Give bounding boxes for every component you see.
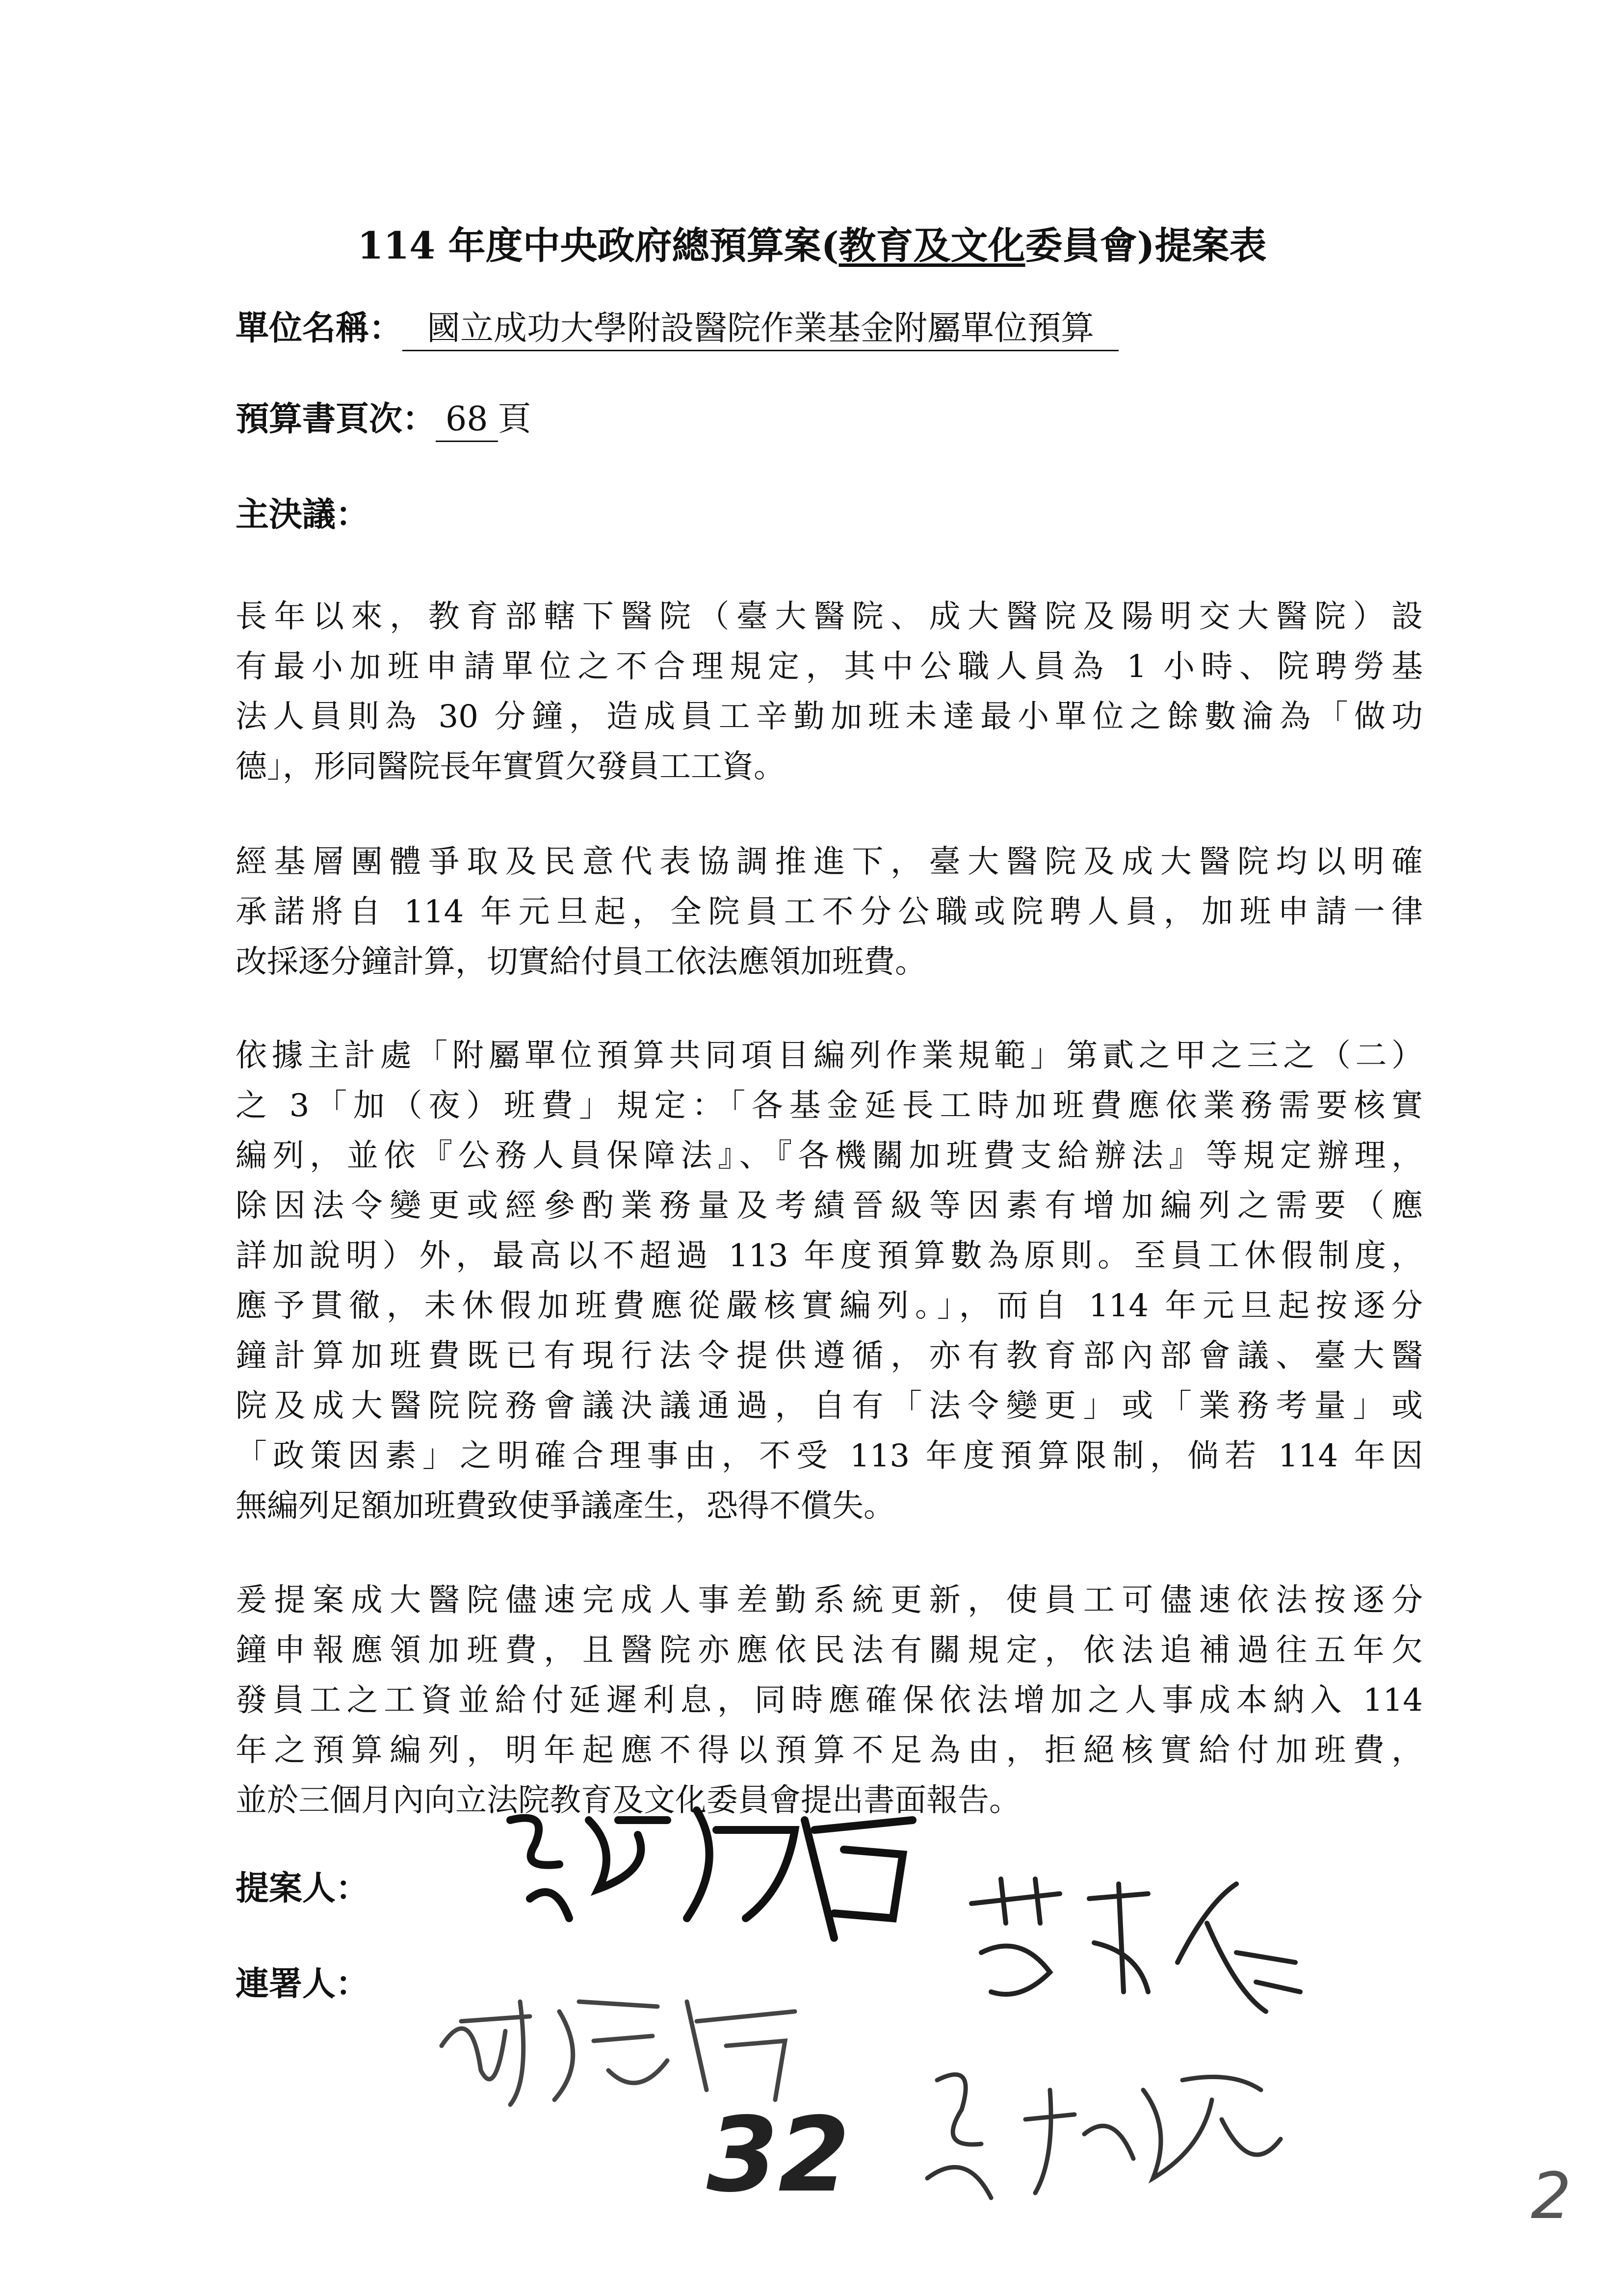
paragraph-line: 改採逐分鐘計算，切實給付員工依法應領加班費。 (236, 944, 926, 980)
cosigner-label: 連署人： (236, 1964, 369, 2004)
paragraph-line: 承諾將自 114 年元旦起，全院員工不分公職或院聘人員，加班申請一律 (236, 894, 1423, 930)
handwritten-page-number: 2 (1531, 2159, 1572, 2233)
page-ref-row (236, 392, 531, 440)
paragraph-line: 應予貫徹，未休假加班費應從嚴核實編列。」，而自 114 年元旦起按逐分 (236, 1288, 1423, 1324)
title-prefix: 114 年度中央政府總預算案( (357, 224, 839, 267)
cosigner-signature-3 (908, 2051, 1300, 2218)
proposer-label: 提案人： (236, 1869, 369, 1908)
document-title (0, 216, 1624, 269)
paragraph-line: 長年以來，教育部轄下醫院（臺大醫院、成大醫院及陽明交大醫院）設 (236, 599, 1423, 635)
paragraph-line: 鐘計算加班費既已有現行法令提供遵循，亦有教育部內部會議、臺大醫 (236, 1338, 1423, 1374)
paragraph-line: 發員工之工資並給付延遲利息，同時應確保依法增加之人事成本納入 114 (236, 1682, 1423, 1719)
paragraph-line: 無編列足額加班費致使爭議產生，恐得不償失。 (236, 1488, 895, 1524)
paragraph-line: 法人員則為 30 分鐘，造成員工辛勤加班未達最小單位之餘數淪為「做功 (236, 699, 1423, 735)
paragraph-line: 並於三個月內向立法院教育及文化委員會提出書面報告。 (236, 1782, 1021, 1819)
paragraph-line: 之 3「加（夜）班費」規定：「各基金延長工時加班費應依業務需要核實 (236, 1088, 1423, 1124)
page-ref-suffix: 頁 (498, 400, 531, 439)
paragraph-line: 年之預算編列，明年起應不得以預算不足為由，拒絕核實給付加班費， (236, 1732, 1423, 1769)
paragraph-line: 詳加說明）外，最高以不超過 113 年度預算數為原則。至員工休假制度， (236, 1238, 1423, 1274)
page-ref-value: 68 (436, 400, 498, 442)
paragraph-line: 院及成大醫院院務會議決議通過，自有「法令變更」或「業務考量」或 (236, 1388, 1423, 1424)
unit-name-label: 單位名稱： (236, 309, 403, 348)
title-committee: 教育及文化 (838, 224, 1025, 267)
paragraph-line: 「政策因素」之明確合理事由，不受 113 年度預算限制，倘若 114 年因 (236, 1438, 1423, 1474)
unit-name-row (236, 302, 1119, 349)
cosigner-signature-2 (962, 1864, 1315, 2026)
paragraph-line: 除因法令變更或經參酌業務量及考績晉級等因素有增加編列之需要（應 (236, 1188, 1423, 1224)
paragraph-line: 有最小加班申請單位之不合理規定，其中公職人員為 1 小時、院聘勞基 (236, 649, 1423, 685)
paragraph-line: 依據主計處「附屬單位預算共同項目編列作業規範」第貳之甲之三之（二） (236, 1038, 1423, 1074)
handwritten-count: 32 (707, 2095, 850, 2215)
paragraph-line: 編列，並依『公務人員保障法』、『各機關加班費支給辦法』等規定辦理， (236, 1138, 1423, 1174)
paragraph-line: 鐘申報應領加班費，且醫院亦應依民法有關規定，依法追補過往五年欠 (236, 1632, 1423, 1669)
paragraph-line: 德」，形同醫院長年實質欠發員工工資。 (236, 749, 785, 785)
paragraph-line: 爰提案成大醫院儘速完成人事差勤系統更新，使員工可儘速依法按逐分 (236, 1582, 1423, 1618)
proposer-signature (491, 1791, 932, 1953)
paragraph-line: 經基層團體爭取及民意代表協調推進下，臺大醫院及成大醫院均以明確 (236, 844, 1423, 880)
unit-name-value: 國立成功大學附設醫院作業基金附屬單位預算 (402, 309, 1119, 351)
page-ref-label: 預算書頁次： (236, 399, 436, 439)
resolution-label: 主決議： (236, 495, 369, 534)
title-suffix: 委員會)提案表 (1025, 224, 1267, 267)
